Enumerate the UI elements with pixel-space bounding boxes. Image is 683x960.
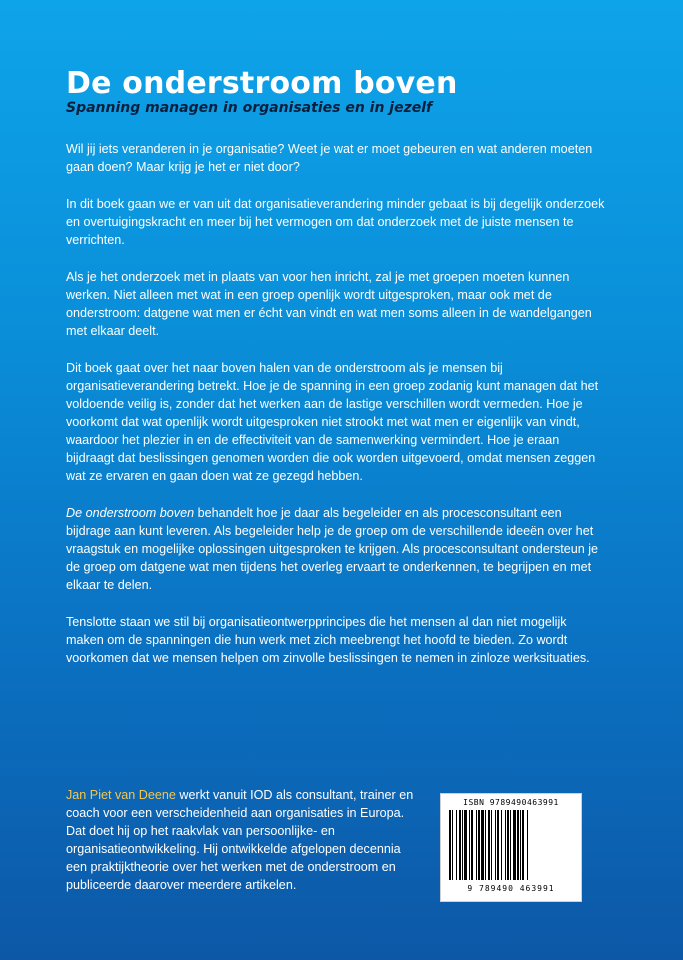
book-title: De onderstroom boven: [66, 66, 458, 101]
isbn-number-top: ISBN 9789490463991: [463, 798, 559, 807]
blurb-paragraph-4: Dit boek gaat over het naar boven halen van de onderstroom als je mensen bij organisatieverandering betrekt. Hoe je de spanning in een groep zodanig kunt managen dat het voldoende veilig is, zonder dat het werken aan de lastige verschillen wordt vermeden. Hoe je voorkomt dat wat openlijk wordt uitgesproken niet strookt met wat men er eigenlijk van vindt, waardoor het plezier in en de effectiviteit van de samenwerking vermindert. Hoe je eraan bijdraagt dat beslissingen genomen worden die ook worden uitgevoerd, omdat mensen zeggen wat ze ervaren en gaan doen wat ze gezegd hebben.: [66, 361, 599, 483]
blurb: [66, 140, 606, 686]
blurb-paragraph-6: Tenslotte staan we stil bij organisatieontwerpprincipes die het mensen al dan niet mogelijk maken om de spanningen die hun werk met zich meebrengt het hoofd te bieden. Zo wordt voorkomen dat we mensen helpen om zinvolle beslissingen te nemen in zinloze werksituaties.: [66, 615, 590, 665]
book-subtitle: Spanning managen in organisaties en in jezelf: [66, 100, 433, 116]
barcode-icon: [447, 810, 575, 882]
blurb-paragraph-2: In dit boek gaan we er van uit dat organisatieverandering minder gebaat is bij degelijk onderzoek en overtuigingskracht en meer bij het vermogen om dat onderzoek met de juiste mensen te verrichten.: [66, 197, 605, 247]
isbn-barcode: [440, 793, 582, 902]
blurb-paragraph-5-text: behandelt hoe je daar als begeleider en als procesconsultant een bijdrage aan kunt leveren. Als begeleider help je de groep om de verschillende ideeën over het vraagstuk en mogelijke oplossingen uitgesproken te krijgen. Als procesconsultant ondersteun je de groep om datgene wat men tijdens het overleg ervaart te onderkennen, te begrijpen en met elkaar te delen.: [66, 506, 599, 592]
isbn-number-bottom: 9 789490 463991: [467, 884, 555, 893]
blurb-paragraph-1: Wil jij iets veranderen in je organisatie? Weet je wat er moet gebeuren en wat anderen moeten gaan doen? Maar krijg je het er niet door?: [66, 142, 593, 174]
book-title-inline: De onderstroom boven: [66, 506, 195, 520]
blurb-paragraph-3: Als je het onderzoek met in plaats van voor hen inricht, zal je met groepen moeten kunnen werken. Niet alleen met wat in een groep openlijk wordt uitgesproken, maar ook met de onderstroom: datgene wat men er écht van vindt en wat men soms alleen in de wandelgangen met elkaar deelt.: [66, 270, 592, 338]
author-bio: [66, 786, 416, 894]
author-name: Jan Piet van Deene: [66, 788, 176, 802]
author-bio-text: werkt vanuit IOD als consultant, trainer en coach voor een verscheidenheid aan organisaties in Europa. Dat doet hij op het raakvlak van persoonlijke- en organisatieontwikkeling. Hij ontwikkelde afgelopen decennia een praktijktheorie over het werken met de onderstroom en publiceerde daarover meerdere artikelen.: [66, 788, 414, 892]
blurb-paragraph-5: [66, 504, 606, 594]
